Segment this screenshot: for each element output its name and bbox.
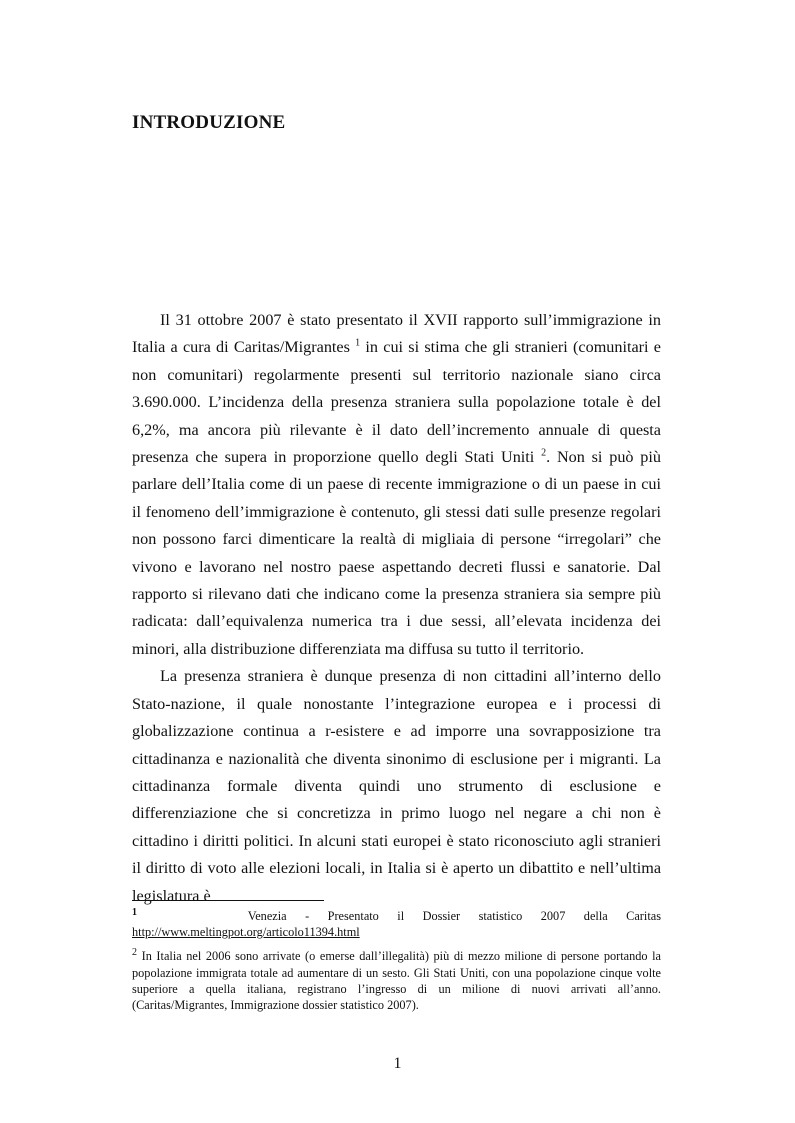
- footnote-1: [132, 908, 661, 940]
- paragraph-1-part-2: in cui si stima che gli stranieri (comunitari e non comunitari) regolarmente presenti sul territorio nazionale siano circa 3.690.000. L’incidenza della presenza straniera sulla popolazione totale è del 6,2%, ma ancora più rilevante è il dato dell’incremento annuale di questa presenza che supera in proporzione quello degli Stati Uniti: [132, 338, 661, 467]
- body-text: [132, 307, 661, 910]
- paragraph-1-part-1: Il 31 ottobre 2007 è stato presentato il XVII rapporto sull’immigrazione in Italia a cura di Caritas/Migrantes: [132, 311, 661, 357]
- page-number: 1: [393, 1055, 402, 1072]
- footnote-ref-2[interactable]: 2: [541, 447, 547, 459]
- paragraph-1: [132, 307, 661, 663]
- footnote-1-link[interactable]: http://www.meltingpot.org/articolo11394.html: [132, 925, 360, 940]
- footnote-separator: [132, 900, 324, 901]
- section-heading: INTRODUZIONE: [132, 112, 286, 133]
- paragraph-2: La presenza straniera è dunque presenza di non cittadini all’interno dello Stato-nazione, il quale nonostante l’integrazione europea e i processi di globalizzazione continua a r-esistere e ad imporre una sovrapposizione tra cittadinanza e nazionalità che diventa sinonimo di esclusione per i migranti. La cittadinanza formale diventa quindi uno strumento di esclusione e differenziazione che si concretizza in primo luogo nel negare a chi non è cittadino i diritti politici. In alcuni stati europei è stato riconosciuto agli stranieri il diritto di voto alle elezioni locali, in Italia si è aperto un dibattito e nell’ultima legislatura è: [132, 667, 661, 905]
- footnote-2-text: In Italia nel 2006 sono arrivate (o emerse dall’illegalità) più di mezzo milione di persone portando la popolazione immigrata totale ad aumentare di un sesto. Gli Stati Uniti, con una popolazione cinque volte superiore a quella italiana, registrano l’ingresso di un milione di nuovi arrivati all’anno. (Caritas/Migrantes, Immigrazione dossier statistico 2007).: [132, 949, 661, 1013]
- footnote-ref-1[interactable]: 1: [355, 338, 361, 350]
- footnote-1-number: 1: [132, 906, 137, 918]
- footnote-1-text: Venezia - Presentato il Dossier statistico 2007 della Caritas: [247, 909, 661, 923]
- footnote-2-number: 2: [132, 947, 137, 959]
- footnote-2: [132, 948, 661, 1013]
- footnotes: [132, 908, 661, 1021]
- paragraph-1-part-3: . Non si può più parlare dell’Italia come di un paese di recente immigrazione o di un paese in cui il fenomeno dell’immigrazione è contenuto, gli stessi dati sulle presenze regolari non possono farci dimenticare la realtà di migliaia di persone “irregolari” che vivono e lavorano nel nostro paese aspettando decreti flussi e sanatorie. Dal rapporto si rilevano dati che indicano come la presenza straniera sia sempre più radicata: dall’equivalenza numerica tra i due sessi, all’elevata incidenza dei minori, alla distribuzione differenziata ma diffusa su tutto il territorio.: [132, 448, 661, 658]
